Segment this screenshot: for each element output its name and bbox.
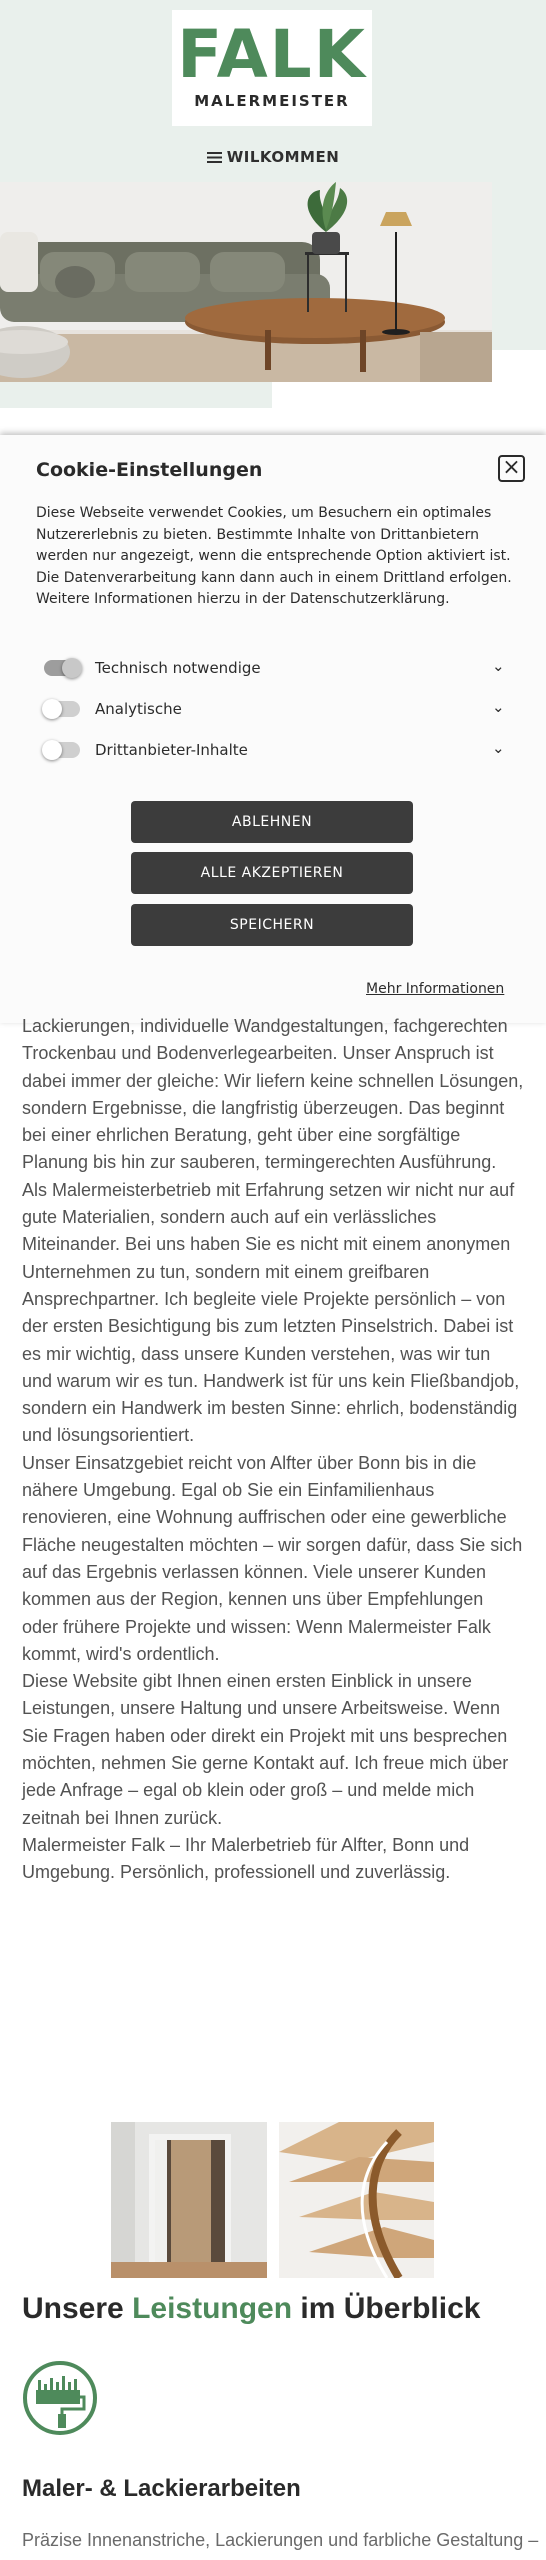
logo-subtitle: MALERMEISTER [194,92,350,110]
gallery-image-door[interactable] [111,2122,267,2278]
intro-paragraph: Diese Website gibt Ihnen einen ersten Einblick in unsere Leistungen, unsere Haltung und unsere Arbeitsweise. Wenn Sie Fragen haben oder direkt ein Projekt mit uns besprechen möchten, nehmen Sie gerne Kontakt auf. Ich freue mich über jede Anfrage – egal ob klein oder groß – und melde mich zeitnah bei Ihnen zurück. [22,1671,509,1828]
nav-label: WILKOMMEN [226,148,340,166]
logo-wordmark: FALK [177,16,367,93]
stairs-photo [279,2122,434,2278]
service-title: Maler- & Lackierarbeiten [22,2475,301,2502]
accept-all-button[interactable]: ALLE AKZEPTIEREN [131,852,413,894]
hero-image [0,182,492,382]
toggle-technical[interactable] [44,660,80,676]
gallery-image-stairs[interactable] [279,2122,434,2278]
cookie-option-label: Technisch notwendige [95,659,261,677]
close-button[interactable] [498,455,525,482]
services-heading-pre: Unsere [22,2292,133,2325]
cookie-option-third-party[interactable] [44,739,514,763]
cookie-option-label: Analytische [95,700,182,718]
intro-paragraph: Lackierungen, individuelle Wandgestaltungen, fachgerechten Trockenbau und Bodenverlegearbeiten. Unser Anspruch ist dabei immer der gleiche: Wir liefern keine schnellen Lösungen, sondern Ergebnisse, die langfristig überzeugen. Das beginnt bei einer ehrlichen Beratung, geht über eine sorgfältige Planung bis hin zur sauberen, termingerechten Ausführung. [22,1016,524,1173]
cookie-description: Diese Webseite verwendet Cookies, um Besuchern ein optimales Nutzererlebnis zu bieten. Bestimmte Inhalte von Drittanbietern werden nur angezeigt, wenn die entsprechende Option aktiviert ist. Die Datenverarbeitung kann dann auch in einem Drittland erfolgen. Weitere Informationen hierzu in der Datenschutzerklärung. [36,505,512,607]
services-heading [22,2292,532,2326]
chevron-down-icon[interactable]: ⌄ [492,698,505,716]
paint-roller-icon [22,2360,98,2436]
main-nav-toggle[interactable] [0,148,546,166]
intro-paragraph: Unser Einsatzgebiet reicht von Alfter über Bonn bis in die nähere Umgebung. Egal ob Sie ein Einfamilienhaus renovieren, eine Wohnung auffrischen oder eine gewerbliche Fläche neugestalten möchten – wir sorgen dafür, dass Sie sich auf das Ergebnis verlassen können. Viele unserer Kunden kommen aus der Region, kennen uns über Empfehlungen oder frühere Projekte und wissen: Wenn Malermeister Falk kommt, wird's ordentlich. [22,1452,523,1664]
living-room-illustration [0,182,492,382]
chevron-down-icon[interactable]: ⌄ [492,657,505,675]
service-description: Präzise Innenanstriche, Lackierungen und farbliche Gestaltung – [22,2530,539,2550]
door-photo [111,2122,267,2278]
services-heading-post: im Überblick [292,2292,481,2325]
more-info-link[interactable]: Mehr Informationen [366,981,505,997]
reject-button[interactable]: ABLEHNEN [131,801,413,843]
site-logo[interactable] [172,10,372,126]
cookie-option-analytics[interactable] [44,698,514,722]
save-button[interactable]: SPEICHERN [131,904,413,946]
close-icon: × [502,455,521,480]
chevron-down-icon[interactable]: ⌄ [492,739,505,757]
toggle-third-party[interactable] [44,742,80,758]
cookie-option-technical[interactable] [44,657,514,681]
cookie-option-label: Drittanbieter-Inhalte [95,741,248,759]
intro-paragraph: Malermeister Falk – Ihr Malerbetrieb für Alfter, Bonn und Umgebung. Persönlich, professionell und zuverlässig. [22,1834,470,1883]
hero-accent-band [0,382,272,408]
toggle-analytics[interactable] [44,701,80,717]
menu-icon [207,152,222,163]
intro-paragraph: Als Malermeisterbetrieb mit Erfahrung setzen wir nicht nur auf gute Materialien, sondern auch auf ein verlässliches Miteinander. Bei uns haben Sie es nicht mit einem anonymen Unternehmen zu tun, sondern mit einem greifbaren Ansprechpartner. Ich begleite viele Projekte persönlich – von der ersten Besichtigung bis zum letzten Pinselstrich. Dabei ist es mir wichtig, dass unsere Kunden verstehen, was wir tun und warum wir es tun. Handwerk ist für uns kein Fließbandjob, sondern ein Handwerk im besten Sinne: ehrlich, bodenständig und lösungsorientiert. [22,1179,520,1446]
cookie-dialog [0,435,546,1023]
intro-text [22,1013,524,1887]
cookie-title: Cookie-Einstellungen [36,459,263,481]
services-heading-highlight: Leistungen [132,2292,293,2325]
